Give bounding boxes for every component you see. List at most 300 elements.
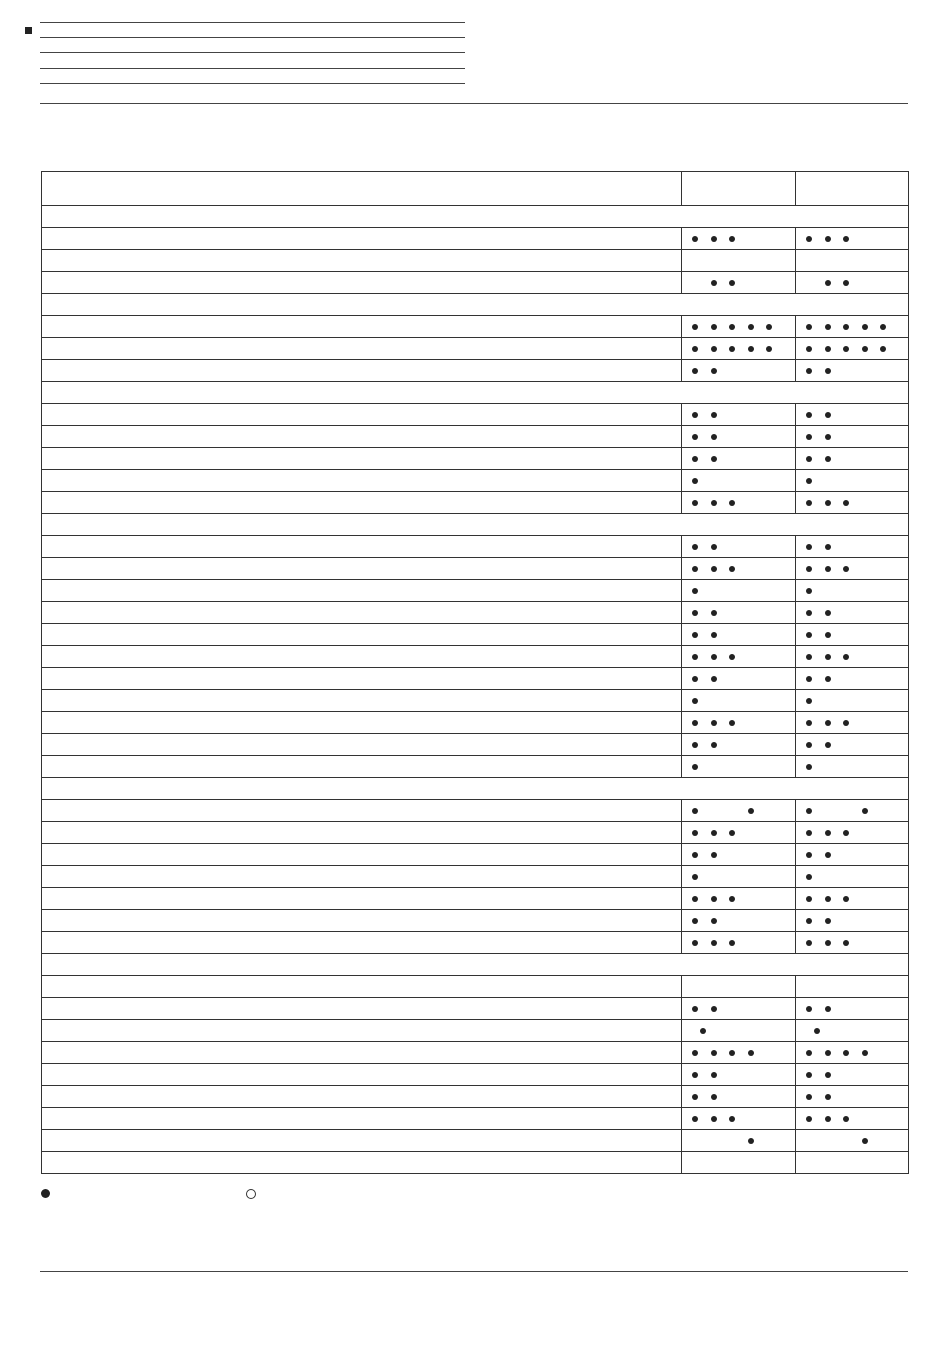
rating-cell-b: [796, 690, 909, 712]
header-cell: [682, 172, 796, 206]
section-row: [42, 514, 909, 536]
spec-table: [41, 171, 909, 1174]
filled-circle-icon: [692, 742, 698, 748]
rating-cell-b: [796, 250, 909, 272]
filled-circle-icon: [711, 368, 717, 374]
table-row: [42, 756, 909, 778]
label-cell: [42, 580, 682, 602]
rating-cell-b: [796, 1042, 909, 1064]
filled-circle-icon: [825, 324, 831, 330]
label-cell: [42, 1130, 682, 1152]
dot-group: [682, 910, 795, 931]
dot-group: [682, 1042, 795, 1063]
filled-circle-icon: [692, 434, 698, 440]
dot-group: [682, 800, 795, 821]
filled-circle-icon: [825, 368, 831, 374]
label-cell: [42, 1086, 682, 1108]
dot-group: [682, 822, 795, 843]
filled-circle-icon: [729, 566, 735, 572]
section-cell: [42, 778, 909, 800]
dot-group: [796, 250, 908, 271]
filled-circle-icon: [711, 1006, 717, 1012]
rating-cell-a: [682, 712, 796, 734]
dot-group: [796, 1086, 908, 1107]
dot-group: [682, 536, 795, 557]
rating-cell-a: [682, 734, 796, 756]
rating-cell-b: [796, 228, 909, 250]
rating-cell-a: [682, 646, 796, 668]
filled-circle-icon: [825, 236, 831, 242]
dot-group: [682, 360, 795, 381]
dot-spacer: [729, 1138, 735, 1144]
filled-circle-icon: [806, 742, 812, 748]
filled-circle-icon: [806, 698, 812, 704]
filled-circle-icon: [806, 896, 812, 902]
label-cell: [42, 668, 682, 690]
filled-circle-icon: [806, 1094, 812, 1100]
dot-group: [682, 690, 795, 711]
table-row: [42, 558, 909, 580]
table-row: [42, 888, 909, 910]
dot-spacer: [692, 280, 698, 286]
table-row: [42, 536, 909, 558]
filled-circle-icon: [825, 940, 831, 946]
rating-cell-b: [796, 426, 909, 448]
dot-group: [682, 250, 795, 271]
filled-circle-icon: [692, 830, 698, 836]
label-cell: [42, 690, 682, 712]
filled-circle-icon: [806, 1006, 812, 1012]
filled-circle-icon: [825, 654, 831, 660]
filled-circle-icon: [748, 808, 754, 814]
label-cell: [42, 272, 682, 294]
dot-spacer: [843, 808, 849, 814]
label-cell: [42, 888, 682, 910]
rating-cell-b: [796, 910, 909, 932]
rating-cell-a: [682, 888, 796, 910]
filled-circle-icon: [692, 720, 698, 726]
rating-cell-b: [796, 272, 909, 294]
rating-cell-b: [796, 976, 909, 998]
dot-group: [796, 228, 908, 249]
section-cell: [42, 382, 909, 404]
filled-circle-icon: [806, 852, 812, 858]
dot-group: [796, 404, 908, 425]
rating-cell-a: [682, 756, 796, 778]
dot-group: [682, 1130, 795, 1151]
filled-circle-icon: [843, 830, 849, 836]
dot-group: [682, 558, 795, 579]
label-cell: [42, 250, 682, 272]
dot-group: [796, 646, 908, 667]
rating-cell-a: [682, 492, 796, 514]
table-row: [42, 1042, 909, 1064]
table-header-row: [42, 172, 909, 206]
legend: [41, 1189, 301, 1201]
filled-circle-icon: [729, 896, 735, 902]
filled-circle-icon: [692, 874, 698, 880]
filled-circle-icon: [692, 368, 698, 374]
filled-circle-icon: [825, 918, 831, 924]
table-row: [42, 624, 909, 646]
dot-group: [682, 602, 795, 623]
dot-group: [796, 1152, 908, 1173]
rating-cell-b: [796, 624, 909, 646]
rating-cell-a: [682, 668, 796, 690]
dot-group: [796, 316, 908, 337]
rating-cell-b: [796, 558, 909, 580]
rating-cell-a: [682, 624, 796, 646]
section-row: [42, 382, 909, 404]
table-row: [42, 426, 909, 448]
rating-cell-a: [682, 1086, 796, 1108]
filled-circle-icon: [806, 588, 812, 594]
label-cell: [42, 932, 682, 954]
label-cell: [42, 866, 682, 888]
header-line: [40, 22, 465, 23]
filled-circle-icon: [711, 566, 717, 572]
filled-circle-icon: [692, 500, 698, 506]
table-row: [42, 844, 909, 866]
filled-circle-icon: [700, 1028, 706, 1034]
filled-circle-icon: [806, 478, 812, 484]
rating-cell-a: [682, 844, 796, 866]
table-row: [42, 910, 909, 932]
label-cell: [42, 910, 682, 932]
label-cell: [42, 338, 682, 360]
dot-group: [682, 734, 795, 755]
table-row: [42, 492, 909, 514]
dot-group: [682, 492, 795, 513]
dot-group: [682, 1086, 795, 1107]
filled-circle-icon: [825, 280, 831, 286]
label-cell: [42, 646, 682, 668]
filled-circle-icon: [825, 1050, 831, 1056]
table-row: [42, 690, 909, 712]
rating-cell-a: [682, 338, 796, 360]
rating-cell-a: [682, 1130, 796, 1152]
dot-spacer: [711, 1138, 717, 1144]
dot-group: [682, 580, 795, 601]
filled-circle-icon: [843, 280, 849, 286]
filled-circle-icon: [711, 632, 717, 638]
rating-cell-a: [682, 998, 796, 1020]
rating-cell-a: [682, 558, 796, 580]
section-row: [42, 294, 909, 316]
table-row: [42, 316, 909, 338]
dot-group: [682, 470, 795, 491]
label-cell: [42, 844, 682, 866]
label-cell: [42, 536, 682, 558]
filled-circle-icon: [729, 236, 735, 242]
dot-group: [796, 272, 908, 293]
dot-group: [796, 338, 908, 359]
rating-cell-b: [796, 646, 909, 668]
filled-circle-icon: [825, 456, 831, 462]
label-cell: [42, 470, 682, 492]
rating-cell-b: [796, 800, 909, 822]
filled-circle-icon: [729, 500, 735, 506]
filled-circle-icon: [711, 742, 717, 748]
rating-cell-b: [796, 734, 909, 756]
dot-spacer: [806, 280, 812, 286]
dot-group: [682, 998, 795, 1019]
filled-circle-icon: [825, 742, 831, 748]
dot-group: [682, 624, 795, 645]
rating-cell-a: [682, 448, 796, 470]
rating-cell-a: [682, 228, 796, 250]
filled-circle-icon: [729, 1050, 735, 1056]
filled-circle-icon: [41, 1189, 50, 1198]
rating-cell-a: [682, 426, 796, 448]
dot-group: [796, 998, 908, 1019]
rating-cell-a: [682, 316, 796, 338]
filled-circle-icon: [806, 434, 812, 440]
label-cell: [42, 756, 682, 778]
filled-circle-icon: [711, 940, 717, 946]
filled-circle-icon: [711, 654, 717, 660]
filled-circle-icon: [711, 412, 717, 418]
rating-cell-a: [682, 272, 796, 294]
filled-circle-icon: [825, 676, 831, 682]
dot-group: [796, 470, 908, 491]
filled-circle-icon: [806, 654, 812, 660]
filled-circle-icon: [825, 346, 831, 352]
filled-circle-icon: [862, 808, 868, 814]
filled-circle-icon: [806, 500, 812, 506]
filled-circle-icon: [825, 852, 831, 858]
filled-circle-icon: [711, 456, 717, 462]
rating-cell-a: [682, 360, 796, 382]
rating-cell-b: [796, 1152, 909, 1174]
filled-circle-icon: [692, 676, 698, 682]
rating-cell-b: [796, 536, 909, 558]
filled-circle-icon: [692, 896, 698, 902]
dot-group: [682, 756, 795, 777]
section-cell: [42, 294, 909, 316]
filled-circle-icon: [692, 236, 698, 242]
filled-circle-icon: [711, 1072, 717, 1078]
filled-circle-icon: [843, 500, 849, 506]
dot-spacer: [825, 1138, 831, 1144]
filled-circle-icon: [814, 1028, 820, 1034]
label-cell: [42, 712, 682, 734]
filled-circle-icon: [711, 676, 717, 682]
dot-group: [796, 536, 908, 557]
rating-cell-b: [796, 448, 909, 470]
rating-cell-a: [682, 580, 796, 602]
filled-circle-icon: [748, 1138, 754, 1144]
label-cell: [42, 602, 682, 624]
table-row: [42, 448, 909, 470]
rating-cell-a: [682, 602, 796, 624]
label-cell: [42, 1042, 682, 1064]
filled-circle-icon: [806, 236, 812, 242]
rating-cell-b: [796, 316, 909, 338]
section-row: [42, 206, 909, 228]
filled-circle-icon: [748, 324, 754, 330]
dot-group: [796, 426, 908, 447]
dot-spacer: [711, 808, 717, 814]
filled-circle-icon: [711, 852, 717, 858]
filled-circle-icon: [806, 918, 812, 924]
section-cell: [42, 954, 909, 976]
dot-group: [682, 426, 795, 447]
dot-group: [796, 822, 908, 843]
label-cell: [42, 624, 682, 646]
filled-circle-icon: [806, 610, 812, 616]
rating-cell-b: [796, 1130, 909, 1152]
filled-circle-icon: [748, 1050, 754, 1056]
table-row: [42, 580, 909, 602]
rating-cell-b: [796, 844, 909, 866]
filled-circle-icon: [711, 720, 717, 726]
filled-circle-icon: [692, 544, 698, 550]
filled-circle-icon: [806, 1072, 812, 1078]
filled-circle-icon: [729, 830, 735, 836]
table-row: [42, 668, 909, 690]
dot-spacer: [729, 808, 735, 814]
rating-cell-b: [796, 602, 909, 624]
filled-circle-icon: [825, 610, 831, 616]
label-cell: [42, 316, 682, 338]
filled-circle-icon: [692, 852, 698, 858]
rating-cell-a: [682, 910, 796, 932]
filled-circle-icon: [711, 918, 717, 924]
filled-circle-icon: [711, 346, 717, 352]
filled-circle-icon: [880, 346, 886, 352]
filled-circle-icon: [692, 566, 698, 572]
filled-circle-icon: [806, 456, 812, 462]
rating-cell-a: [682, 690, 796, 712]
filled-circle-icon: [806, 720, 812, 726]
filled-circle-icon: [806, 874, 812, 880]
dot-group: [796, 492, 908, 513]
table-row: [42, 976, 909, 998]
filled-circle-icon: [692, 940, 698, 946]
header-line: [40, 52, 465, 53]
label-cell: [42, 734, 682, 756]
filled-circle-icon: [729, 324, 735, 330]
rating-cell-a: [682, 250, 796, 272]
top-rule: [40, 103, 908, 104]
section-cell: [42, 514, 909, 536]
rating-cell-b: [796, 888, 909, 910]
table-row: [42, 272, 909, 294]
table-row: [42, 1086, 909, 1108]
filled-circle-icon: [825, 1116, 831, 1122]
dot-group: [682, 404, 795, 425]
label-cell: [42, 1064, 682, 1086]
dot-group: [796, 756, 908, 777]
dot-spacer: [806, 1138, 812, 1144]
table-row: [42, 822, 909, 844]
header-cell: [42, 172, 682, 206]
label-cell: [42, 360, 682, 382]
dot-group: [796, 910, 908, 931]
label-cell: [42, 492, 682, 514]
dot-group: [796, 932, 908, 953]
dot-group: [796, 1020, 908, 1041]
header-line: [40, 68, 465, 69]
filled-circle-icon: [766, 346, 772, 352]
filled-circle-icon: [806, 324, 812, 330]
table-row: [42, 646, 909, 668]
filled-circle-icon: [711, 896, 717, 902]
table-row: [42, 470, 909, 492]
table-row: [42, 404, 909, 426]
dot-group: [796, 624, 908, 645]
rating-cell-a: [682, 1108, 796, 1130]
filled-circle-icon: [729, 346, 735, 352]
dot-spacer: [825, 808, 831, 814]
filled-circle-icon: [729, 280, 735, 286]
filled-circle-icon: [692, 346, 698, 352]
filled-circle-icon: [806, 544, 812, 550]
label-cell: [42, 998, 682, 1020]
dot-group: [682, 1064, 795, 1085]
table-row: [42, 338, 909, 360]
filled-circle-icon: [711, 280, 717, 286]
rating-cell-b: [796, 470, 909, 492]
filled-circle-icon: [729, 940, 735, 946]
table-row: [42, 712, 909, 734]
filled-circle-icon: [692, 1006, 698, 1012]
filled-circle-icon: [711, 544, 717, 550]
dot-group: [796, 976, 908, 997]
filled-circle-icon: [806, 940, 812, 946]
filled-circle-icon: [729, 720, 735, 726]
rating-cell-b: [796, 1064, 909, 1086]
filled-circle-icon: [862, 1138, 868, 1144]
dot-group: [796, 1042, 908, 1063]
dot-group: [682, 976, 795, 997]
dot-group: [796, 690, 908, 711]
filled-circle-icon: [880, 324, 886, 330]
dot-spacer: [843, 1138, 849, 1144]
dot-group: [796, 602, 908, 623]
filled-circle-icon: [692, 764, 698, 770]
table-row: [42, 734, 909, 756]
filled-circle-icon: [748, 346, 754, 352]
square-bullet-icon: [25, 27, 32, 34]
filled-circle-icon: [806, 1116, 812, 1122]
rating-cell-a: [682, 404, 796, 426]
rating-cell-b: [796, 932, 909, 954]
table-row: [42, 800, 909, 822]
filled-circle-icon: [843, 346, 849, 352]
filled-circle-icon: [806, 346, 812, 352]
filled-circle-icon: [806, 676, 812, 682]
rating-cell-b: [796, 668, 909, 690]
dot-group: [682, 932, 795, 953]
filled-circle-icon: [843, 940, 849, 946]
filled-circle-icon: [825, 632, 831, 638]
dot-group: [796, 1064, 908, 1085]
filled-circle-icon: [711, 1116, 717, 1122]
label-cell: [42, 1108, 682, 1130]
filled-circle-icon: [825, 1094, 831, 1100]
filled-circle-icon: [825, 566, 831, 572]
filled-circle-icon: [806, 808, 812, 814]
filled-circle-icon: [692, 654, 698, 660]
open-circle-icon: [246, 1189, 256, 1199]
rating-cell-b: [796, 822, 909, 844]
label-cell: [42, 448, 682, 470]
rating-cell-a: [682, 932, 796, 954]
filled-circle-icon: [843, 324, 849, 330]
rating-cell-b: [796, 866, 909, 888]
